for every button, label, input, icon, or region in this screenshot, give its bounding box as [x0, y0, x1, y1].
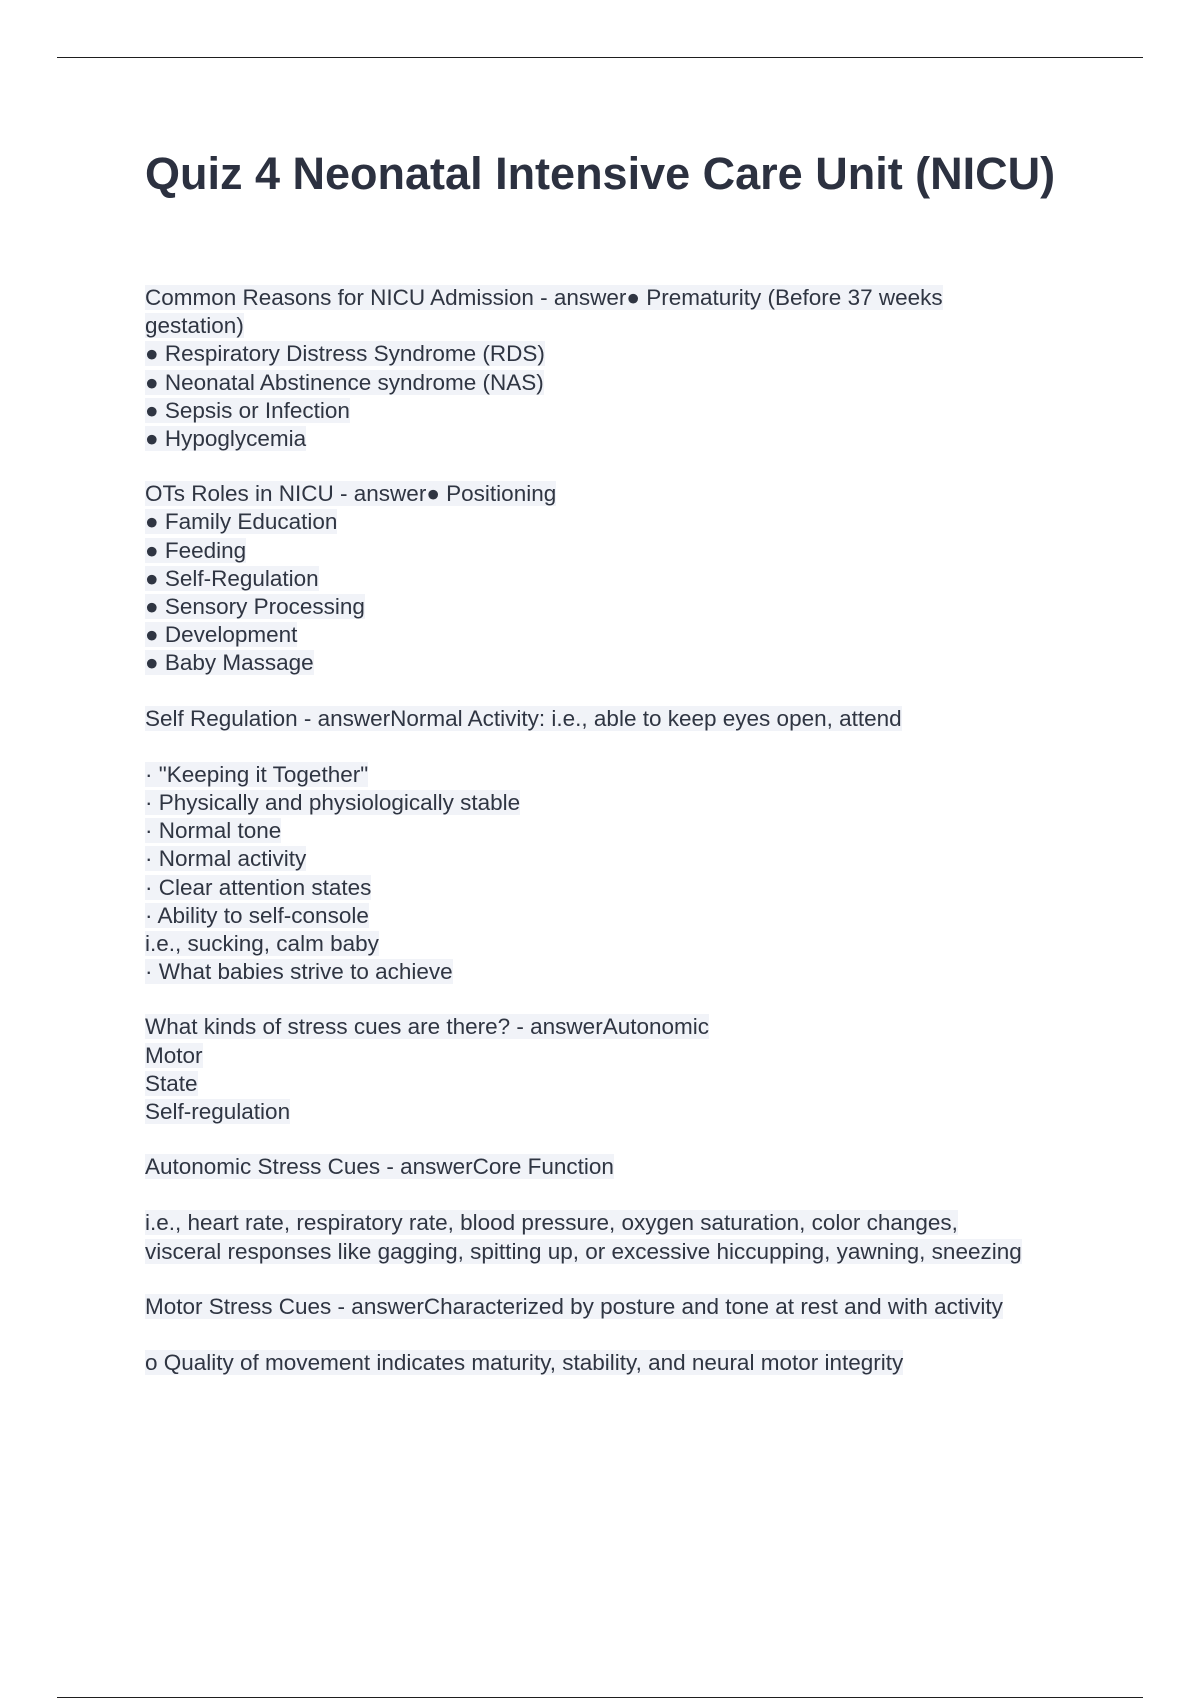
qa-line-text: · Normal tone — [145, 818, 282, 844]
qa-line-text: Motor Stress Cues - answerCharacterized by posture and tone at rest and with activity — [145, 1293, 1003, 1319]
qa-answer-line — [145, 397, 1105, 425]
qa-line-text: · "Keeping it Together" — [145, 761, 369, 787]
qa-line-text: o Quality of movement indicates maturity, stability, and neural motor integrity — [145, 1350, 904, 1376]
qa-answer-line — [145, 1238, 1105, 1266]
qa-answer-line — [145, 312, 1105, 340]
qa-line-text: State — [145, 1070, 198, 1096]
qa-item — [145, 1013, 1105, 1126]
qa-line-text: What kinds of stress cues are there? - answerAutonomic — [145, 1014, 709, 1040]
document-title: Quiz 4 Neonatal Intensive Care Unit (NICU) — [145, 148, 1056, 199]
qa-question-line — [145, 1153, 1105, 1181]
qa-list — [145, 284, 1105, 1377]
qa-answer-line — [145, 565, 1105, 593]
qa-question-line — [145, 1013, 1105, 1041]
paragraph-gap — [145, 1321, 1105, 1349]
qa-answer-line — [145, 369, 1105, 397]
qa-line-text: gestation) — [145, 313, 244, 339]
qa-line-text: · Physically and physiologically stable — [145, 790, 521, 816]
qa-answer-line — [145, 930, 1105, 958]
qa-line-text: ● Neonatal Abstinence syndrome (NAS) — [145, 369, 544, 395]
qa-line-text: ● Feeding — [145, 537, 247, 563]
qa-answer-line — [145, 1209, 1105, 1237]
qa-line-text: ● Self-Regulation — [145, 565, 319, 591]
qa-question-line — [145, 284, 1105, 312]
qa-answer-line — [145, 845, 1105, 873]
qa-answer-line — [145, 508, 1105, 536]
qa-answer-line — [145, 425, 1105, 453]
qa-item — [145, 1293, 1105, 1377]
qa-line-text: Motor — [145, 1042, 203, 1068]
qa-line-text: · Clear attention states — [145, 874, 372, 900]
qa-answer-line — [145, 1042, 1105, 1070]
qa-line-text: Autonomic Stress Cues - answerCore Function — [145, 1154, 614, 1180]
qa-answer-line — [145, 340, 1105, 368]
qa-answer-line — [145, 621, 1105, 649]
qa-answer-line — [145, 789, 1105, 817]
qa-answer-line — [145, 1349, 1105, 1377]
qa-line-text: i.e., sucking, calm baby — [145, 931, 379, 957]
paragraph-gap — [145, 1181, 1105, 1209]
qa-line-text: · Normal activity — [145, 846, 307, 872]
qa-item — [145, 1153, 1105, 1266]
qa-line-text: ● Respiratory Distress Syndrome (RDS) — [145, 341, 545, 367]
document-body — [145, 145, 1105, 1404]
qa-answer-line — [145, 874, 1105, 902]
qa-item — [145, 705, 1105, 987]
qa-line-text: ● Baby Massage — [145, 650, 314, 676]
qa-answer-line — [145, 817, 1105, 845]
qa-item — [145, 284, 1105, 453]
qa-line-text: · What babies strive to achieve — [145, 959, 453, 985]
qa-line-text: ● Sepsis or Infection — [145, 397, 350, 423]
qa-question-line — [145, 705, 1105, 733]
top-rule — [57, 57, 1143, 58]
qa-question-line — [145, 480, 1105, 508]
qa-line-text: Self Regulation - answerNormal Activity: i.e., able to keep eyes open, attend — [145, 705, 902, 731]
qa-item — [145, 480, 1105, 677]
qa-line-text: visceral responses like gagging, spitting up, or excessive hiccupping, yawning, sneezing — [145, 1238, 1022, 1264]
qa-line-text: ● Sensory Processing — [145, 594, 365, 620]
qa-answer-line — [145, 902, 1105, 930]
qa-answer-line — [145, 649, 1105, 677]
qa-line-text: ● Family Education — [145, 509, 338, 535]
qa-answer-line — [145, 958, 1105, 986]
qa-answer-line — [145, 537, 1105, 565]
qa-line-text: ● Development — [145, 622, 298, 648]
qa-line-text: i.e., heart rate, respiratory rate, blood pressure, oxygen saturation, color changes, — [145, 1210, 958, 1236]
qa-line-text: · Ability to self-console — [145, 902, 369, 928]
qa-answer-line — [145, 1070, 1105, 1098]
qa-answer-line — [145, 593, 1105, 621]
qa-question-line — [145, 1293, 1105, 1321]
paragraph-gap — [145, 733, 1105, 761]
qa-answer-line — [145, 1098, 1105, 1126]
bottom-rule — [57, 1697, 1143, 1698]
qa-line-text: ● Hypoglycemia — [145, 426, 307, 452]
qa-line-text: Self-regulation — [145, 1099, 291, 1125]
qa-line-text: Common Reasons for NICU Admission - answer● Prematurity (Before 37 weeks — [145, 285, 943, 310]
qa-answer-line — [145, 761, 1105, 789]
qa-line-text: OTs Roles in NICU - answer● Positioning — [145, 481, 557, 507]
